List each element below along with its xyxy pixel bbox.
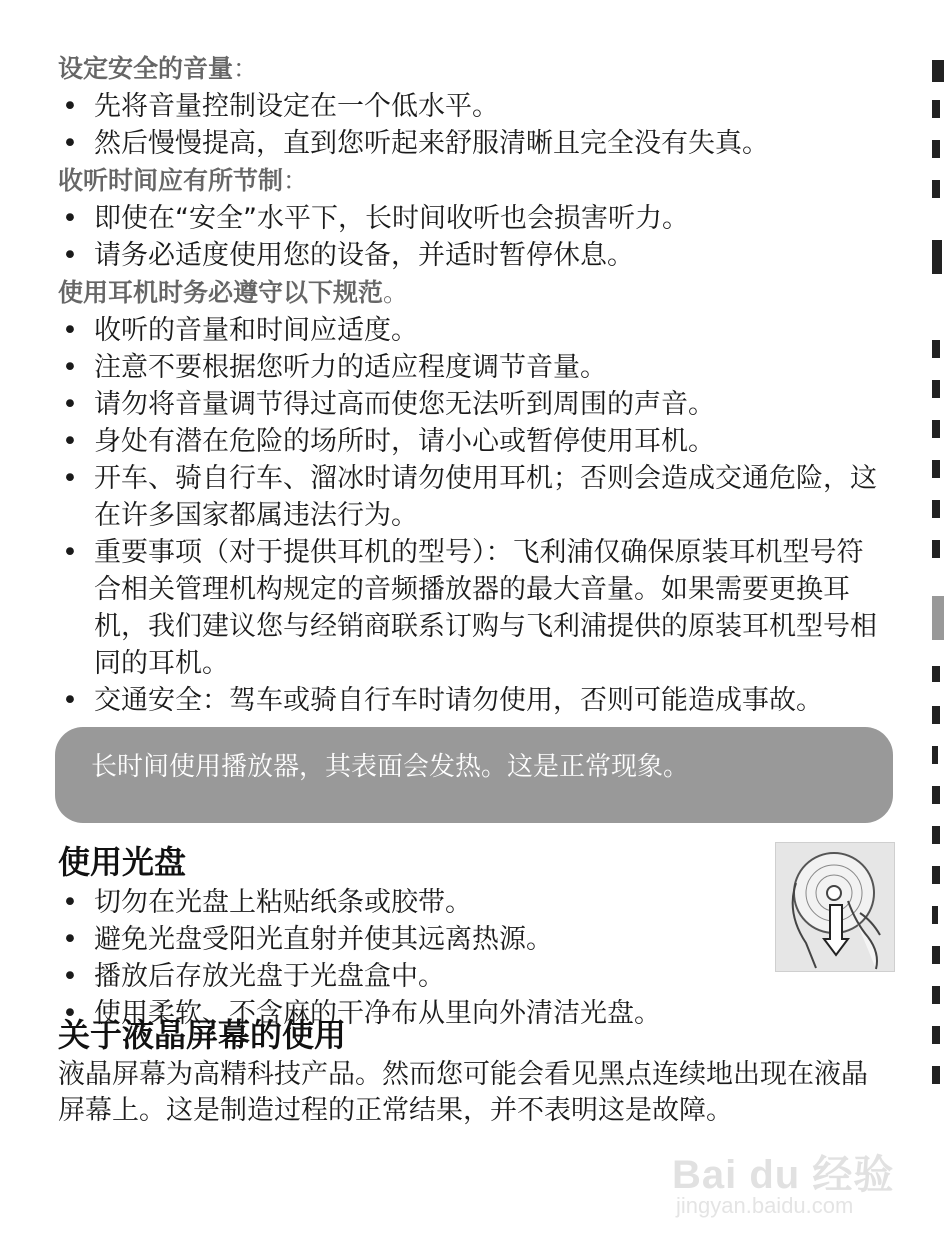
list-item: • 请务必适度使用您的设备，并适时暂停休息。 <box>58 237 878 274</box>
adjacent-page-fragment <box>932 596 944 640</box>
listening-time-list <box>58 200 878 274</box>
adjacent-page-fragment <box>932 380 940 398</box>
list-item: • 即使在“安全”水平下，长时间收听也会损害听力。 <box>58 200 878 237</box>
list-item: • 播放后存放光盘于光盘盒中。 <box>58 958 758 995</box>
lcd-section-body: 液晶屏幕为高精科技产品。然而您可能会看见黑点连续地出现在液晶屏幕上。这是制造过程的正常结果，并不表明这是故障。 <box>58 1059 868 1126</box>
adjacent-page-fragment <box>932 500 940 518</box>
lcd-section-title: 关于液晶屏幕的使用 <box>58 1016 347 1054</box>
adjacent-page-fragment <box>932 1026 940 1044</box>
disc-section <box>58 840 758 1032</box>
list-item: • 开车、骑自行车、溜冰时请勿使用耳机；否则会造成交通危险，这在许多国家都属违法行为。 <box>58 460 878 534</box>
baidu-jingyan-watermark <box>668 1143 898 1243</box>
list-item: • 使用柔软、不含麻的干净布从里向外清洁光盘。 <box>58 995 758 1032</box>
headphone-rules-heading <box>58 274 878 312</box>
safe-volume-heading-text: 设定安全的音量 <box>58 54 234 83</box>
adjacent-page-fragment <box>932 540 940 558</box>
adjacent-page-fragment <box>932 706 940 724</box>
watermark-logo: Bai du 经验 <box>672 1153 895 1197</box>
watermark-url: jingyan.baidu.com <box>676 1193 854 1218</box>
safe-volume-list <box>58 88 878 162</box>
safety-section <box>58 50 878 719</box>
listening-time-heading-text: 收听时间应有所节制 <box>58 166 284 195</box>
headphone-rules-heading-period: 。 <box>383 278 409 307</box>
safe-volume-heading <box>58 50 878 88</box>
adjacent-page-edge <box>930 0 944 1253</box>
hand-holding-disc-icon <box>776 843 894 971</box>
adjacent-page-fragment <box>932 786 940 804</box>
list-item: • 先将音量控制设定在一个低水平。 <box>58 88 878 125</box>
adjacent-page-fragment <box>932 60 944 82</box>
adjacent-page-fragment <box>932 866 940 884</box>
list-item: • 收听的音量和时间应适度。 <box>58 312 878 349</box>
adjacent-page-fragment <box>932 420 940 438</box>
adjacent-page-fragment <box>932 240 942 274</box>
adjacent-page-fragment <box>932 946 940 964</box>
list-item: • 注意不要根据您听力的适应程度调节音量。 <box>58 349 878 386</box>
lcd-section <box>58 1013 878 1129</box>
list-item: • 切勿在光盘上粘贴纸条或胶带。 <box>58 884 758 921</box>
adjacent-page-fragment <box>932 100 940 118</box>
listening-time-heading-colon: ： <box>283 166 309 195</box>
adjacent-page-fragment <box>932 180 940 198</box>
adjacent-page-fragment <box>932 460 940 478</box>
safe-volume-heading-colon: ： <box>233 54 259 83</box>
heat-note-box <box>55 727 893 823</box>
disc-cleaning-illustration <box>775 842 895 972</box>
headphone-rules-heading-text: 使用耳机时务必遵守以下规范 <box>58 278 384 307</box>
list-item: • 交通安全：驾车或骑自行车时请勿使用，否则可能造成事故。 <box>58 682 878 719</box>
disc-care-list <box>58 884 758 1032</box>
list-item: • 避免光盘受阳光直射并使其远离热源。 <box>58 921 758 958</box>
listening-time-heading <box>58 162 878 200</box>
list-item: • 身处有潜在危险的场所时，请小心或暂停使用耳机。 <box>58 423 878 460</box>
list-item: • 请勿将音量调节得过高而使您无法听到周围的声音。 <box>58 386 878 423</box>
adjacent-page-fragment <box>932 140 940 158</box>
adjacent-page-fragment <box>932 1066 940 1084</box>
adjacent-page-fragment <box>932 986 940 1004</box>
disc-section-title: 使用光盘 <box>58 843 187 881</box>
adjacent-page-fragment <box>932 826 940 844</box>
adjacent-page-fragment <box>932 906 938 924</box>
list-item: • 重要事项（对于提供耳机的型号）：飞利浦仅确保原装耳机型号符合相关管理机构规定的音频播放器的最大音量。如果需要更换耳机，我们建议您与经销商联系订购与飞利浦提供的原装耳机型号相同的耳机。 <box>58 534 878 682</box>
adjacent-page-fragment <box>932 746 938 764</box>
adjacent-page-fragment <box>932 666 940 682</box>
heat-note-text: 长时间使用播放器，其表面会发热。这是正常现象。 <box>91 752 690 782</box>
list-item: • 然后慢慢提高，直到您听起来舒服清晰且完全没有失真。 <box>58 125 878 162</box>
headphone-rules-list <box>58 312 878 719</box>
adjacent-page-fragment <box>932 340 940 358</box>
